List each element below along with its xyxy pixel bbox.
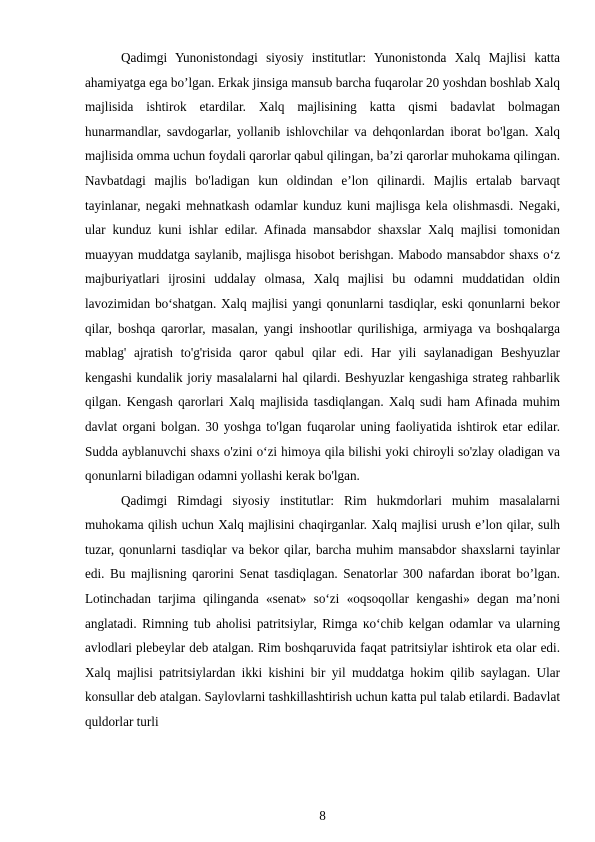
paragraph-greece: Qadimgi Yunonistondagi siyosiy institutlar: Yunonistonda Xalq Majlisi katta ahamiyatga ega bo’lgan. Erkak jinsiga mansub barcha fuqarolar 20 yoshdan boshlab Xalq majlisida ishtirok etardilar. Xalq majlisining katta qismi badavlat bolmagan hunarmandlar, savdogarlar, yollanib ishlovchilar va dehqonlardan iborat bo'lgan. Xalq majlisida omma uchun foydali qarorlar qabul qilingan, ba’zi qarorlar muhokama qilingan. Navbatdagi majlis bo'ladigan kun oldindan e’lon qilinardi. Majlis ertalab barvaqt tayinlanar, negaki mehnatkash odamlar kunduz kuni majlisga kela olishmasdi. Negaki, ular kunduz kuni ishlar edilar. Afinada mansabdor shaxslar Xalq majlisi tomonidan muayyan muddatga saylanib, majlisga hisobot berishgan. Mabodo mansabdor shaxs o‘z majburiyatlari ijrosini uddalay olmasa, Xalq majlisi bu odamni muddatidan oldin lavozimidan bo‘shatgan. Xalq majlisi yangi qonunlarni tasdiqlar, eski qonunlarni bekor qilar, boshqa qarorlar, masalan, yangi inshootlar qurilishiga, armiyaga va boshqalarga mablag' ajratish to'g'risida qaror qabul qilar edi. Har yili saylanadigan Beshyuzlar kengashi kundalik joriy masalalarni hal qilardi. Beshyuzlar kengashiga strateg rahbarlik qilgan. Kengash qarorlari Xalq majlisida tasdiqlangan. Xalq sudi ham Afinada muhim davlat organi bolgan. 30 yoshga to'lgan fuqarolar uning faoliyatida ishtirok etar edilar. Sudda ayblanuvchi shaxs o'zini o‘zi himoya qila bilishi yoki chiroyli so'zlay oladigan va qonunlarni biladigan odamni yollashi kerak bo'lgan.: [85, 50, 560, 484]
page-number: 8: [319, 808, 326, 823]
document-page: [85, 46, 560, 735]
paragraph-rome: Qadimgi Rimdagi siyosiy institutlar: Rim hukmdorlari muhim masalalarni muhokama qilish uchun Xalq majlisini chaqirganlar. Xalq majlisi urush e’lon qilar, sulh tuzar, qonunlarni tasdiqlar va bekor qilar, barcha muhim mansabdor shaxslarni tayinlar edi. Bu majlisning qarorini Senat tasdiqlagan. Senatorlar 300 nafardan iborat bo’lgan. Lotinchadan tarjima qilinganda «senat» so‘zi «oqsoqollar kengashi» degan ma’noni anglatadi. Rimning tub aholisi patritsiylar, Rimga ĸo‘chib kelgan odamlar va ularning avlodlari plebeylar deb atalgan. Rim boshqaruvida faqat patritsiylar ishtirok eta olar edi. Xalq majlisi patritsiylardan ikki kishini bir yil muddatga hokim qilib saylagan. Ular konsullar deb atalgan. Saylovlarni tashkillashtirish uchun katta pul talab etilardi. Badavlat quldorlar turli: [85, 492, 560, 730]
